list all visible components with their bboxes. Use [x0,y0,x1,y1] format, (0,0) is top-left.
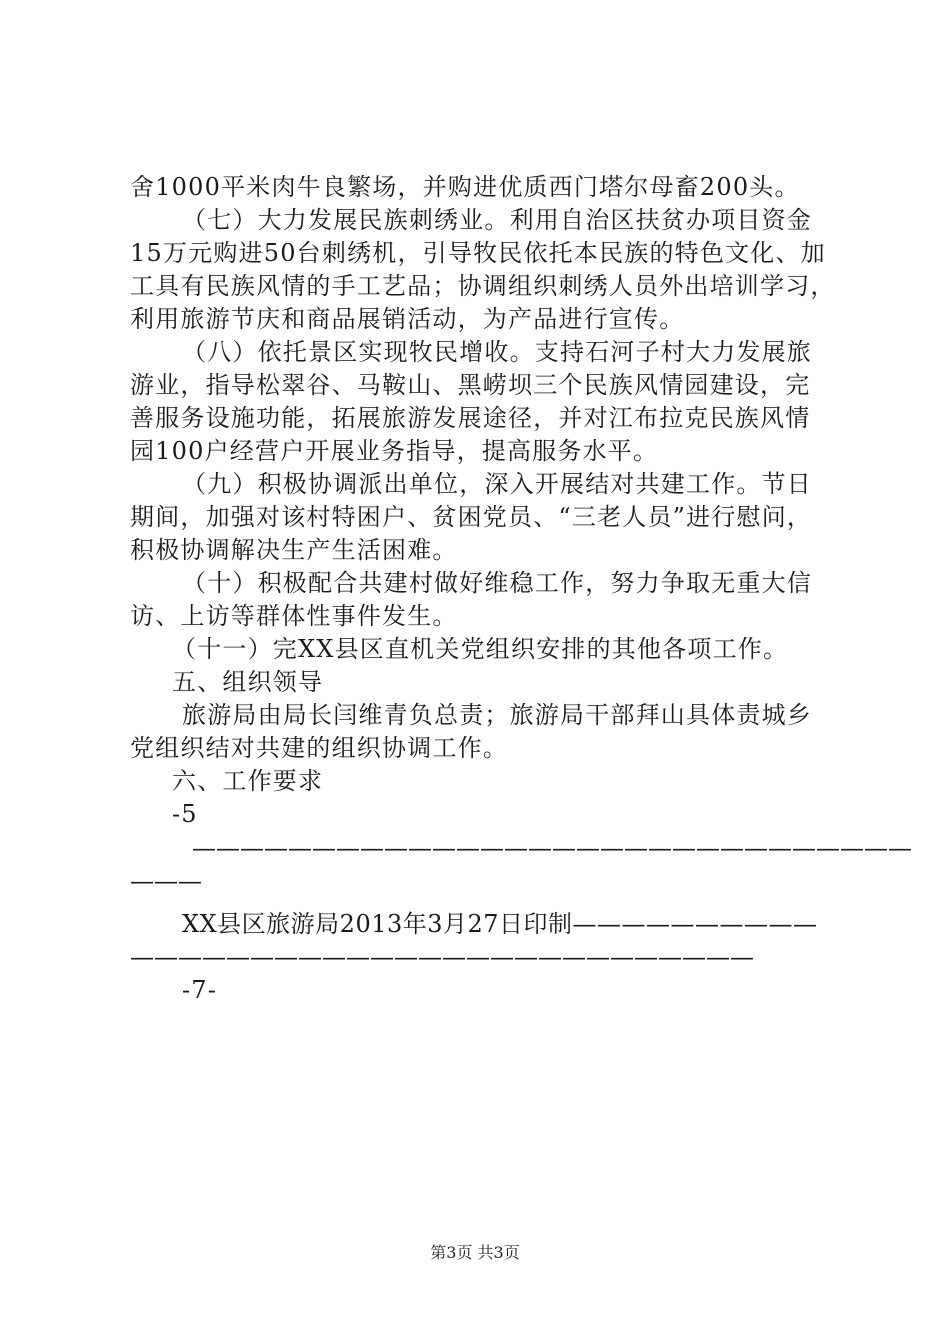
section-8-heading-line: （八）依托景区实现牧民增收。支持石河子村大力发展旅 [182,338,812,366]
paragraph-line-18: 党组织结对共建的组织协调工作。 [130,734,508,762]
separator-rule-2: ——— [130,867,202,895]
paragraph-line-3: 15万元购进50台刺绣机，引导牧民依托本民族的特色文化、加 [130,239,826,267]
paragraph-line-5: 利用旅游节庆和商品展销活动，为产品进行宣传。 [130,305,685,333]
paragraph-line-4: 工具有民族风情的手工艺品；协调组织刺绣人员外出培训学习， [130,272,836,300]
page-marker-7: -7- [182,976,218,1004]
page-footer: 第3页 共3页 [430,1243,520,1262]
paragraph-line-17: 旅游局由局长闫维青负总责；旅游局干部拜山具体责城乡 [182,701,812,729]
paragraph-line-9: 园100户经营户开展业务指导，提高服务水平。 [130,437,659,465]
separator-rule-3: —————————————————————————— [130,943,754,971]
separator-rule-1: —————————————————————————————— [192,834,912,862]
section-10-heading-line: （十）积极配合共建村做好维稳工作，努力争取无重大信 [182,569,812,597]
section-6-heading: 六、工作要求 [172,767,324,795]
print-date-line: XX县区旅游局2013年3月27日印制—————————— [182,910,818,938]
section-9-heading-line: （九）积极协调派出单位，深入开展结对共建工作。节日 [182,470,812,498]
paragraph-line-12: 积极协调解决生产生活困难。 [130,536,458,564]
section-7-heading-line: （七）大力发展民族刺绣业。利用自治区扶贫办项目资金 [182,206,812,234]
paragraph-line-8: 善服务设施功能，拓展旅游发展途径，并对江布拉克民族风情 [130,404,811,432]
section-5-heading: 五、组织领导 [172,668,324,696]
paragraph-line-11: 期间，加强对该村特困户、贫困党员、“三老人员”进行慰问， [130,503,813,531]
paragraph-line-14: 访、上访等群体性事件发生。 [130,602,458,630]
paragraph-line-7: 游业，指导松翠谷、马鞍山、黑崂坝三个民族风情园建设，完 [130,371,811,399]
page-marker-5: -5 [172,800,198,828]
paragraph-line-1: 舍1000平米肉牛良繁场，并购进优质西门塔尔母畜200头。 [130,173,800,201]
section-11-line: （十一）完XX县区直机关党组织安排的其他各项工作。 [172,635,789,663]
